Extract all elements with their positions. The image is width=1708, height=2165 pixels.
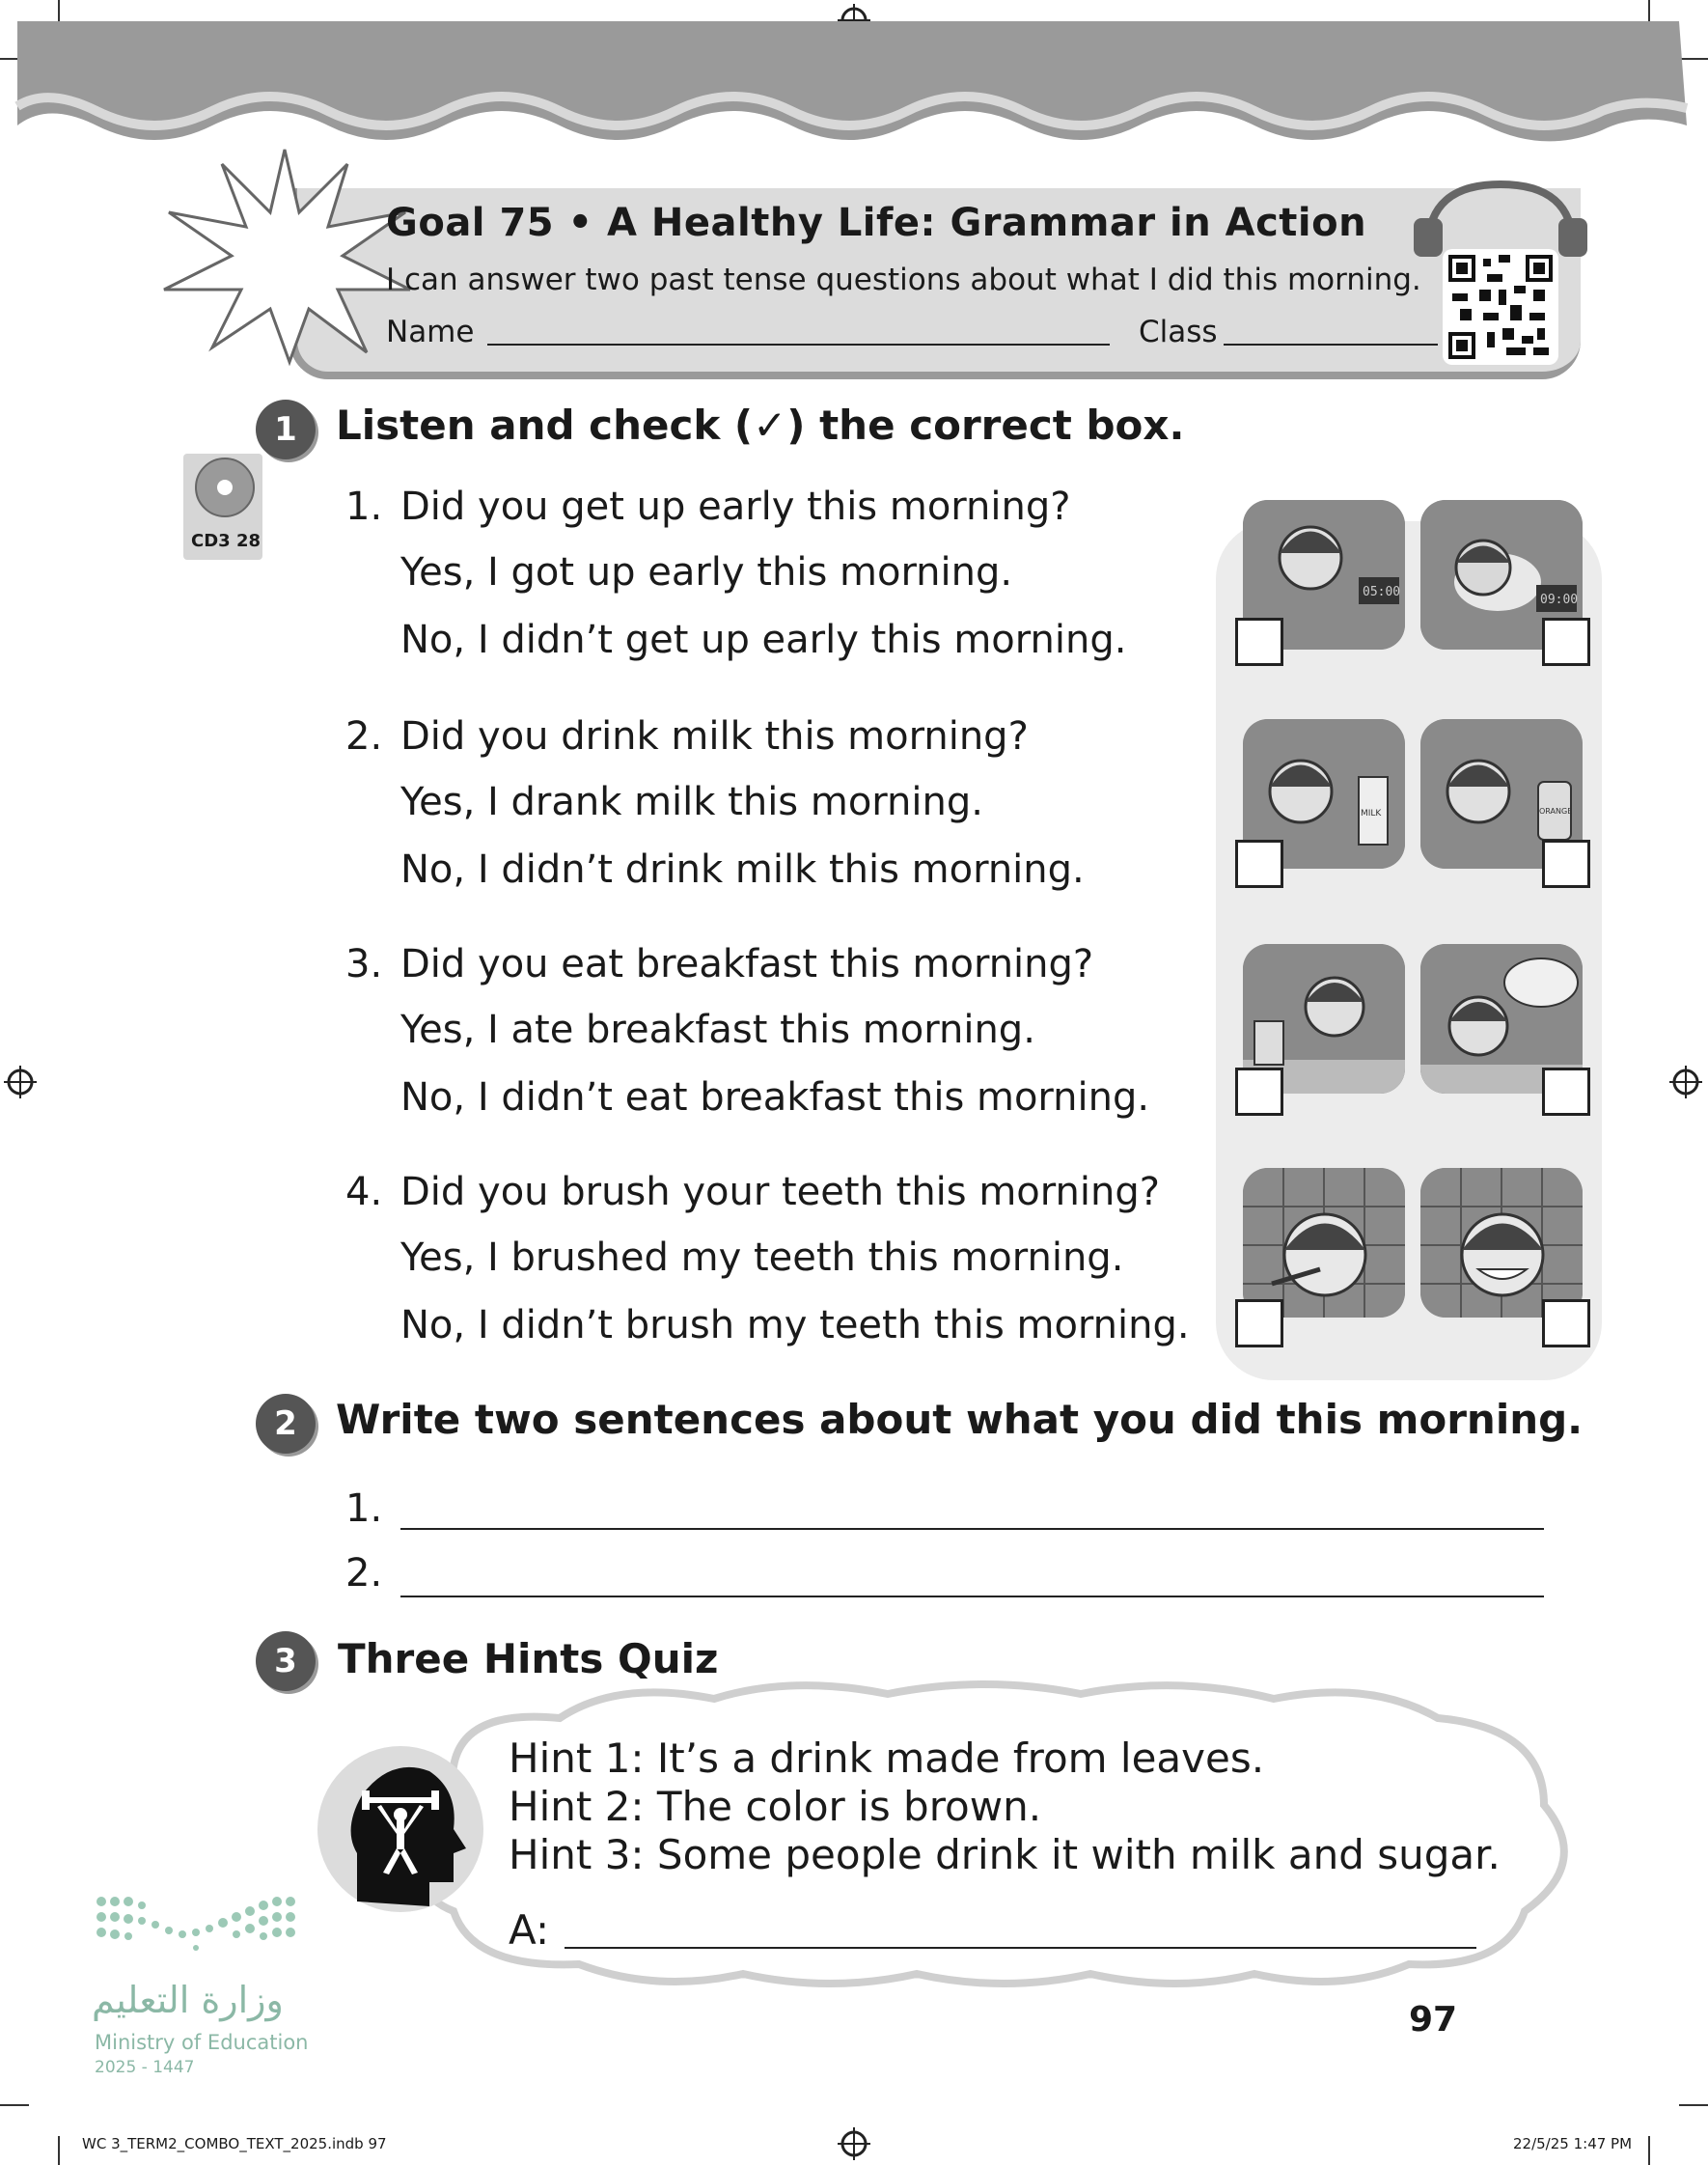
ministry-year: 2025 - 1447	[95, 2058, 195, 2077]
answer-no: No, I didn’t drink milk this morning.	[400, 847, 1085, 892]
answer-line[interactable]	[565, 1947, 1476, 1949]
checkbox-q2-left[interactable]	[1235, 840, 1283, 888]
ministry-logo-icon	[92, 1892, 304, 1969]
line-number: 1.	[345, 1486, 383, 1531]
qr-code-icon	[1448, 255, 1553, 359]
hint-2: Hint 2: The color is brown.	[509, 1783, 1042, 1830]
crop-mark	[1648, 2136, 1650, 2165]
page-number: 97	[1409, 2000, 1458, 2040]
section-3-title: Three Hints Quiz	[338, 1635, 719, 1682]
file-info: WC 3_TERM2_COMBO_TEXT_2025.indb 97	[82, 2135, 387, 2152]
girl-brushing-icon	[1243, 1168, 1405, 1318]
answer-no: No, I didn’t get up early this morning.	[400, 618, 1127, 662]
question-text: Did you eat breakfast this morning?	[400, 942, 1094, 986]
date-info: 22/5/25 1:47 PM	[1513, 2135, 1633, 2152]
write-line-1[interactable]	[400, 1528, 1544, 1530]
registration-mark	[4, 1066, 37, 1098]
question-number: 3.	[345, 942, 383, 986]
checkbox-q2-right[interactable]	[1542, 840, 1590, 888]
cd-icon	[193, 456, 257, 519]
class-field[interactable]	[1224, 344, 1438, 346]
checkbox-q4-right[interactable]	[1542, 1299, 1590, 1347]
answer-yes: Yes, I ate breakfast this morning.	[400, 1008, 1035, 1052]
answer-yes: Yes, I drank milk this morning.	[400, 780, 983, 824]
write-line-2[interactable]	[400, 1596, 1544, 1597]
registration-mark	[838, 2127, 870, 2160]
crop-mark	[0, 2104, 29, 2106]
picture-brush-teeth	[1243, 1168, 1405, 1318]
section-2-badge: 2	[256, 1394, 316, 1454]
ministry-name-arabic: وزارة التعليم	[92, 1979, 284, 2021]
question-text: Did you get up early this morning?	[400, 485, 1071, 529]
ministry-name-english: Ministry of Education	[95, 2031, 309, 2054]
qr-code[interactable]	[1443, 249, 1558, 365]
goal-title: Goal 75 • A Healthy Life: Grammar in Action	[386, 201, 1367, 245]
section-3-badge: 3	[256, 1631, 316, 1691]
checkbox-q4-left[interactable]	[1235, 1299, 1283, 1347]
answer-yes: Yes, I got up early this morning.	[400, 550, 1013, 595]
answer-label: A:	[509, 1906, 550, 1954]
hint-1: Hint 1: It’s a drink made from leaves.	[509, 1735, 1265, 1782]
question-text: Did you brush your teeth this morning?	[400, 1170, 1160, 1214]
crop-mark	[58, 2136, 60, 2165]
question-text: Did you drink milk this morning?	[400, 714, 1029, 759]
checkbox-q3-left[interactable]	[1235, 1068, 1283, 1116]
class-label: Class	[1139, 315, 1218, 349]
registration-mark	[1669, 1066, 1702, 1098]
answer-no: No, I didn’t eat breakfast this morning.	[400, 1075, 1150, 1120]
clock-readout: 09:00	[1540, 593, 1579, 607]
name-label: Name	[386, 315, 475, 349]
question-number: 4.	[345, 1170, 383, 1214]
question-number: 1.	[345, 485, 383, 529]
question-number: 2.	[345, 714, 383, 759]
girl-smiling-icon	[1420, 1168, 1583, 1318]
header-wave-band	[0, 0, 1708, 154]
section-2-title: Write two sentences about what you did this morning.	[336, 1396, 1584, 1443]
section-1-badge: 1	[256, 400, 316, 459]
clock-readout: 05:00	[1363, 585, 1401, 599]
crop-mark	[1679, 2104, 1708, 2106]
checkbox-q1-left[interactable]	[1235, 618, 1283, 666]
name-field[interactable]	[487, 344, 1110, 346]
bottle-label: ORANGE	[1539, 807, 1573, 816]
goal-subtitle: I can answer two past tense questions about what I did this morning.	[386, 263, 1421, 297]
cd-track-label: CD3 28	[191, 531, 261, 551]
picture-dirty-teeth	[1420, 1168, 1583, 1318]
line-number: 2.	[345, 1551, 383, 1596]
carton-label: MILK	[1361, 809, 1382, 819]
section-1-title: Listen and check (✓) the correct box.	[336, 402, 1185, 449]
answer-yes: Yes, I brushed my teeth this morning.	[400, 1235, 1124, 1280]
checkbox-q1-right[interactable]	[1542, 618, 1590, 666]
head-strength-icon	[314, 1737, 487, 1930]
starburst-icon	[154, 145, 415, 367]
answer-no: No, I didn’t brush my teeth this morning.	[400, 1303, 1190, 1347]
hint-3: Hint 3: Some people drink it with milk and sugar.	[509, 1831, 1501, 1878]
checkbox-q3-right[interactable]	[1542, 1068, 1590, 1116]
